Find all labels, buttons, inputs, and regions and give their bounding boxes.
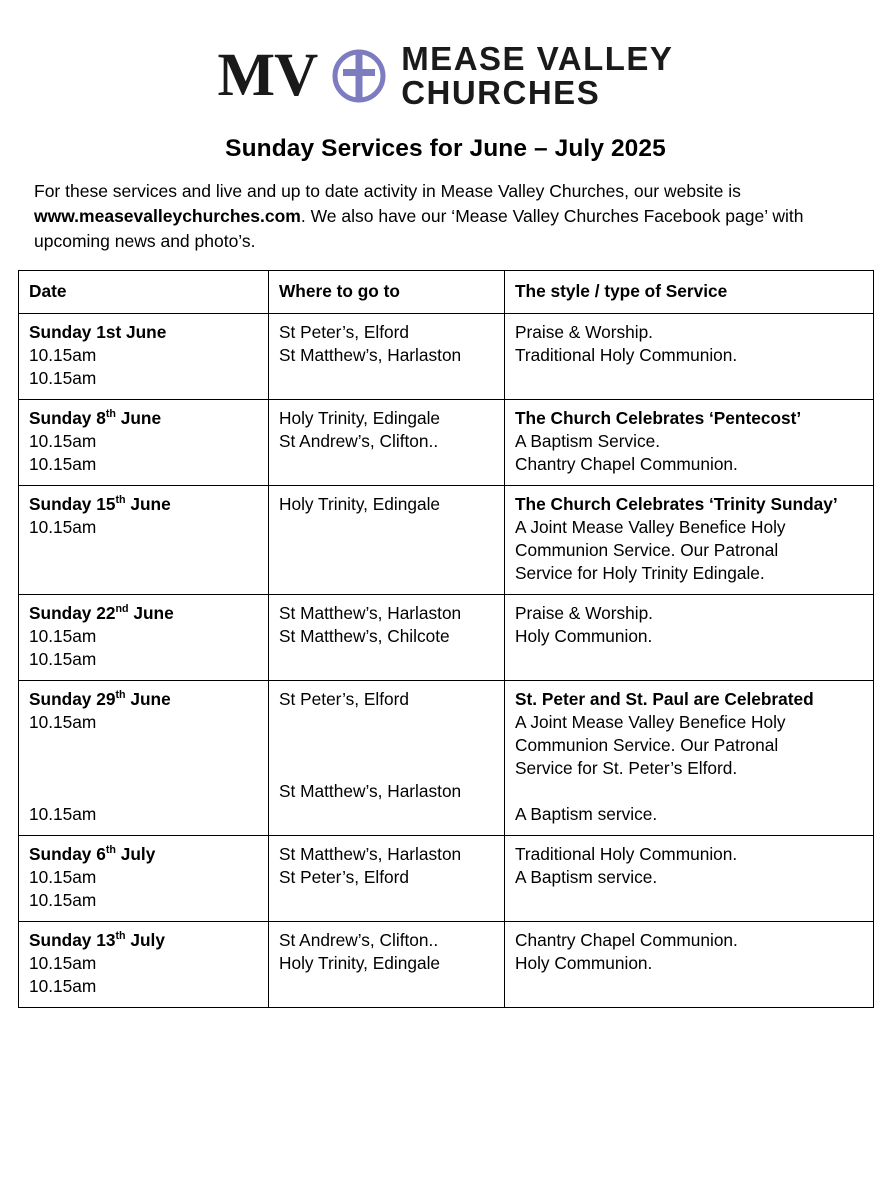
service-style-line: Chantry Chapel Communion. — [515, 929, 738, 950]
service-style-line: Communion Service. Our Patronal — [515, 539, 779, 560]
cell-service-style — [505, 680, 874, 835]
column-header-where: Where to go to — [269, 270, 505, 313]
date-heading: Sunday 8th June — [29, 407, 162, 428]
cell-service-style — [505, 485, 874, 594]
service-time: 10.15am — [29, 711, 97, 732]
cell-location — [269, 313, 505, 399]
service-style-line: A Joint Mease Valley Benefice Holy — [515, 711, 786, 732]
location-name: St Peter’s, Elford — [279, 866, 409, 887]
location-name: St Peter’s, Elford — [279, 688, 409, 709]
location-name: St Andrew’s, Clifton.. — [279, 929, 439, 950]
service-style-line: Service for Holy Trinity Edingale. — [515, 562, 765, 583]
spacer — [279, 711, 494, 734]
service-style-line: A Joint Mease Valley Benefice Holy — [515, 516, 786, 537]
spacer — [279, 734, 494, 757]
spacer — [515, 780, 863, 803]
service-style-line: Communion Service. Our Patronal — [515, 734, 779, 755]
table-row — [19, 399, 874, 485]
service-time: 10.15am — [29, 367, 97, 388]
column-header-date: Date — [19, 270, 269, 313]
website-url: www.measevalleychurches.com — [34, 206, 301, 227]
service-time: 10.15am — [29, 648, 97, 669]
table-row — [19, 921, 874, 1007]
table-header-row — [19, 270, 874, 313]
logo-line-1: MEASE VALLEY — [401, 40, 674, 77]
date-heading: Sunday 1st June — [29, 321, 167, 342]
service-time: 10.15am — [29, 952, 97, 973]
logo-wordmark — [401, 42, 673, 109]
page-title: Sunday Services for June – July 2025 — [225, 135, 666, 163]
cell-date — [19, 835, 269, 921]
cell-location — [269, 594, 505, 680]
intro-text-1: For these services and live and up to date activity in Mease Valley Churches, our website is — [34, 181, 741, 202]
table-row — [19, 313, 874, 399]
cross-icon — [331, 48, 387, 104]
cell-date — [19, 594, 269, 680]
table-row — [19, 594, 874, 680]
service-time: 10.15am — [29, 516, 97, 537]
spacer — [279, 757, 494, 780]
table-row — [19, 835, 874, 921]
cell-date — [19, 313, 269, 399]
cell-location — [269, 399, 505, 485]
logo-line-2: CHURCHES — [401, 73, 601, 111]
cell-date — [19, 399, 269, 485]
intro-text-2: . We also have our ‘Mease Valley Churches Facebook page’ with upcoming news and photo’s. — [34, 206, 804, 251]
service-time: 10.15am — [29, 803, 97, 824]
date-heading: Sunday 22nd June — [29, 602, 174, 623]
cell-location — [269, 921, 505, 1007]
column-header-style: The style / type of Service — [505, 270, 874, 313]
service-style-line: Chantry Chapel Communion. — [515, 453, 738, 474]
service-style-line: A Baptism service. — [515, 803, 658, 824]
table-row — [19, 485, 874, 594]
location-name: St Peter’s, Elford — [279, 321, 409, 342]
cell-location — [269, 835, 505, 921]
service-style-line: Service for St. Peter’s Elford. — [515, 757, 738, 778]
location-name: St Andrew’s, Clifton.. — [279, 430, 439, 451]
service-time: 10.15am — [29, 344, 97, 365]
service-time: 10.15am — [29, 889, 97, 910]
service-style-line: Praise & Worship. — [515, 602, 653, 623]
service-style-line: Holy Communion. — [515, 625, 653, 646]
service-style-line: Traditional Holy Communion. — [515, 843, 738, 864]
cell-service-style — [505, 835, 874, 921]
logo — [18, 0, 873, 115]
location-name: Holy Trinity, Edingale — [279, 407, 441, 428]
date-heading: Sunday 29th June — [29, 688, 171, 709]
service-style-line: Holy Communion. — [515, 952, 653, 973]
location-name: Holy Trinity, Edingale — [279, 493, 441, 514]
cell-location — [269, 485, 505, 594]
location-name: St Matthew’s, Harlaston — [279, 602, 462, 623]
cell-service-style — [505, 399, 874, 485]
cell-date — [19, 921, 269, 1007]
location-name: St Matthew’s, Harlaston — [279, 344, 462, 365]
date-heading: Sunday 13th July — [29, 929, 165, 950]
service-style-line: Traditional Holy Communion. — [515, 344, 738, 365]
service-style-heading: St. Peter and St. Paul are Celebrated — [515, 688, 814, 709]
cell-service-style — [505, 921, 874, 1007]
cell-service-style — [505, 313, 874, 399]
location-name: Holy Trinity, Edingale — [279, 952, 441, 973]
cell-location — [269, 680, 505, 835]
location-name: St Matthew’s, Harlaston — [279, 843, 462, 864]
spacer — [29, 757, 258, 780]
location-name: St Matthew’s, Chilcote — [279, 625, 450, 646]
service-style-heading: The Church Celebrates ‘Trinity Sunday’ — [515, 493, 838, 514]
service-time: 10.15am — [29, 866, 97, 887]
location-name: St Matthew’s, Harlaston — [279, 780, 462, 801]
cell-date — [19, 680, 269, 835]
date-heading: Sunday 6th July — [29, 843, 156, 864]
spacer — [29, 734, 258, 757]
logo-mv-text: MV — [217, 42, 318, 110]
service-time: 10.15am — [29, 975, 97, 996]
intro-paragraph — [18, 179, 873, 254]
service-time: 10.15am — [29, 453, 97, 474]
table-row — [19, 680, 874, 835]
service-time: 10.15am — [29, 430, 97, 451]
service-time: 10.15am — [29, 625, 97, 646]
cell-service-style — [505, 594, 874, 680]
services-table — [18, 270, 874, 1008]
spacer — [29, 780, 258, 803]
service-style-line: A Baptism Service. — [515, 430, 661, 451]
service-style-heading: The Church Celebrates ‘Pentecost’ — [515, 407, 802, 428]
service-style-line: A Baptism service. — [515, 866, 658, 887]
date-heading: Sunday 15th June — [29, 493, 171, 514]
service-style-line: Praise & Worship. — [515, 321, 653, 342]
cell-date — [19, 485, 269, 594]
